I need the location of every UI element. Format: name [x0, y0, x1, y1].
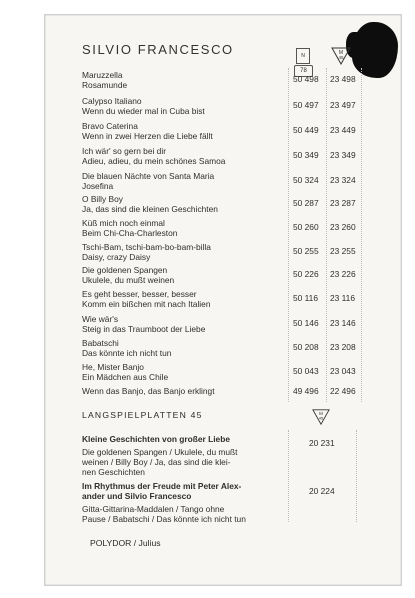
- column-divider: [288, 430, 289, 522]
- single-entry: [82, 96, 205, 116]
- catalog-number-78: 50 208: [293, 342, 319, 352]
- a-side-title: Bravo Caterina: [82, 121, 138, 131]
- catalog-number-45: 23 324: [330, 175, 356, 185]
- lp-track-list: weinen / Billy Boy / Ja, das sind die klei-: [82, 457, 231, 467]
- single-entry: [82, 386, 215, 396]
- catalog-number-78: 50 349: [293, 150, 319, 160]
- shellac-record-icon: N: [296, 48, 310, 64]
- single-entry: [82, 218, 177, 238]
- a-side-title: Wenn das Banjo, das Banjo erklingt: [82, 386, 215, 396]
- catalog-number-45: 23 497: [330, 100, 356, 110]
- catalog-number-45: 23 449: [330, 125, 356, 135]
- b-side-title: Ein Mädchen aus Chile: [82, 372, 169, 382]
- catalog-number-45: 23 287: [330, 198, 356, 208]
- lp-entry: [82, 481, 246, 524]
- catalog-number-78: 50 287: [293, 198, 319, 208]
- b-side-title: Wenn du wieder mal in Cuba bist: [82, 106, 205, 116]
- svg-text:M: M: [319, 411, 323, 417]
- catalog-number-45: 23 208: [330, 342, 356, 352]
- single-entry: [82, 171, 214, 191]
- catalog-number-78: 50 498: [293, 74, 319, 84]
- catalog-number-45: 23 349: [330, 150, 356, 160]
- catalog-number-78: 50 146: [293, 318, 319, 328]
- single-entry: [82, 242, 211, 262]
- catalog-number-78: 49 496: [293, 386, 319, 396]
- a-side-title: Küß mich noch einmal: [82, 218, 165, 228]
- catalog-number-45: 23 116: [330, 293, 355, 303]
- b-side-title: Komm ein bißchen mit nach Italien: [82, 299, 211, 309]
- a-side-title: Die blauen Nächte von Santa Maria: [82, 171, 215, 181]
- lp-track-list: nen Geschichten: [82, 467, 145, 477]
- lp-entry: [82, 434, 238, 477]
- lp-catalog-number: 20 231: [309, 438, 335, 448]
- artist-title: SILVIO FRANCESCO: [82, 42, 234, 57]
- label-footer: POLYDOR / Julius: [90, 538, 161, 548]
- single-entry: [82, 265, 174, 285]
- b-side-title: Wenn in zwei Herzen die Liebe fällt: [82, 131, 213, 141]
- lp-album-title: Im Rhythmus der Freude mit Peter Alex-: [82, 481, 242, 491]
- catalog-number-78: 50 324: [293, 175, 319, 185]
- catalog-number-45: 23 146: [330, 318, 356, 328]
- single-entry: [82, 362, 168, 382]
- lp-track-list: Die goldenen Spangen / Ukulele, du mußt: [82, 447, 238, 457]
- b-side-title: Ukulele, du mußt weinen: [82, 275, 175, 285]
- column-divider: [361, 68, 362, 402]
- a-side-title: Babatschi: [82, 338, 119, 348]
- catalog-number-78: 50 226: [293, 269, 319, 279]
- svg-text:M: M: [338, 50, 344, 56]
- b-side-title: Steig in das Traumboot der Liebe: [82, 324, 206, 334]
- column-divider: [326, 68, 327, 402]
- ink-stain: [352, 22, 398, 78]
- b-side-title: Adieu, adieu, du mein schönes Samoa: [82, 156, 226, 166]
- catalog-number-45: 23 255: [330, 246, 356, 256]
- column-divider: [288, 68, 289, 402]
- lp-album-title: ander und Silvio Francesco: [82, 491, 192, 501]
- catalog-number-78: 50 255: [293, 246, 319, 256]
- b-side-title: Rosamunde: [82, 80, 128, 90]
- single-entry: [82, 146, 225, 166]
- a-side-title: Die goldenen Spangen: [82, 265, 168, 275]
- catalog-number-78: 50 497: [293, 100, 319, 110]
- lp-track-list: Pause / Babatschi / Das könnte ich nicht tun: [82, 514, 246, 524]
- single-entry: [82, 314, 205, 334]
- a-side-title: Wie wär's: [82, 314, 119, 324]
- a-side-title: O Billy Boy: [82, 194, 123, 204]
- column-divider: [356, 430, 357, 522]
- catalog-number-45: 23 260: [330, 222, 356, 232]
- single-entry: [82, 338, 171, 358]
- a-side-title: Calypso Italiano: [82, 96, 142, 106]
- lp-track-list: Gitta-Gittarina-Maddalen / Tango ohne: [82, 504, 225, 514]
- catalog-number-45: 23 226: [330, 269, 356, 279]
- svg-text:45: 45: [338, 55, 344, 60]
- catalog-number-45: 23 043: [330, 366, 356, 376]
- catalog-number-78: 50 260: [293, 222, 319, 232]
- catalog-number-78: 50 116: [293, 293, 318, 303]
- lp-album-title: Kleine Geschichten von großer Liebe: [82, 434, 230, 444]
- a-side-title: Tschi-Bam, tschi-bam-bo-bam-billa: [82, 242, 211, 252]
- catalog-number-45: 23 498: [330, 74, 356, 84]
- b-side-title: Daisy, crazy Daisy: [82, 252, 151, 262]
- a-side-title: Ich wär' so gern bei dir: [82, 146, 166, 156]
- single-entry: [82, 289, 210, 309]
- catalog-number-78: 50 043: [293, 366, 319, 376]
- catalog-number-78: 50 449: [293, 125, 319, 135]
- b-side-title: Ja, das sind die kleinen Geschichten: [82, 204, 218, 214]
- format-78-label: 78: [294, 65, 313, 77]
- single-entry: [82, 194, 218, 214]
- single-entry: [82, 121, 213, 141]
- b-side-title: Das könnte ich nicht tun: [82, 348, 172, 358]
- a-side-title: He, Mister Banjo: [82, 362, 144, 372]
- single-entry: [82, 70, 127, 90]
- b-side-title: Josefina: [82, 181, 114, 191]
- microgroove-record-icon: [312, 408, 330, 426]
- a-side-title: Es geht besser, besser, besser: [82, 289, 197, 299]
- b-side-title: Beim Chi-Cha-Charleston: [82, 228, 178, 238]
- a-side-title: Maruzzella: [82, 70, 123, 80]
- catalog-number-45: 22 496: [330, 386, 356, 396]
- lp-section-title: LANGSPIELPLATTEN 45: [82, 410, 203, 420]
- microgroove-record-icon: [331, 47, 351, 65]
- lp-catalog-number: 20 224: [309, 486, 335, 496]
- svg-text:45: 45: [318, 415, 324, 421]
